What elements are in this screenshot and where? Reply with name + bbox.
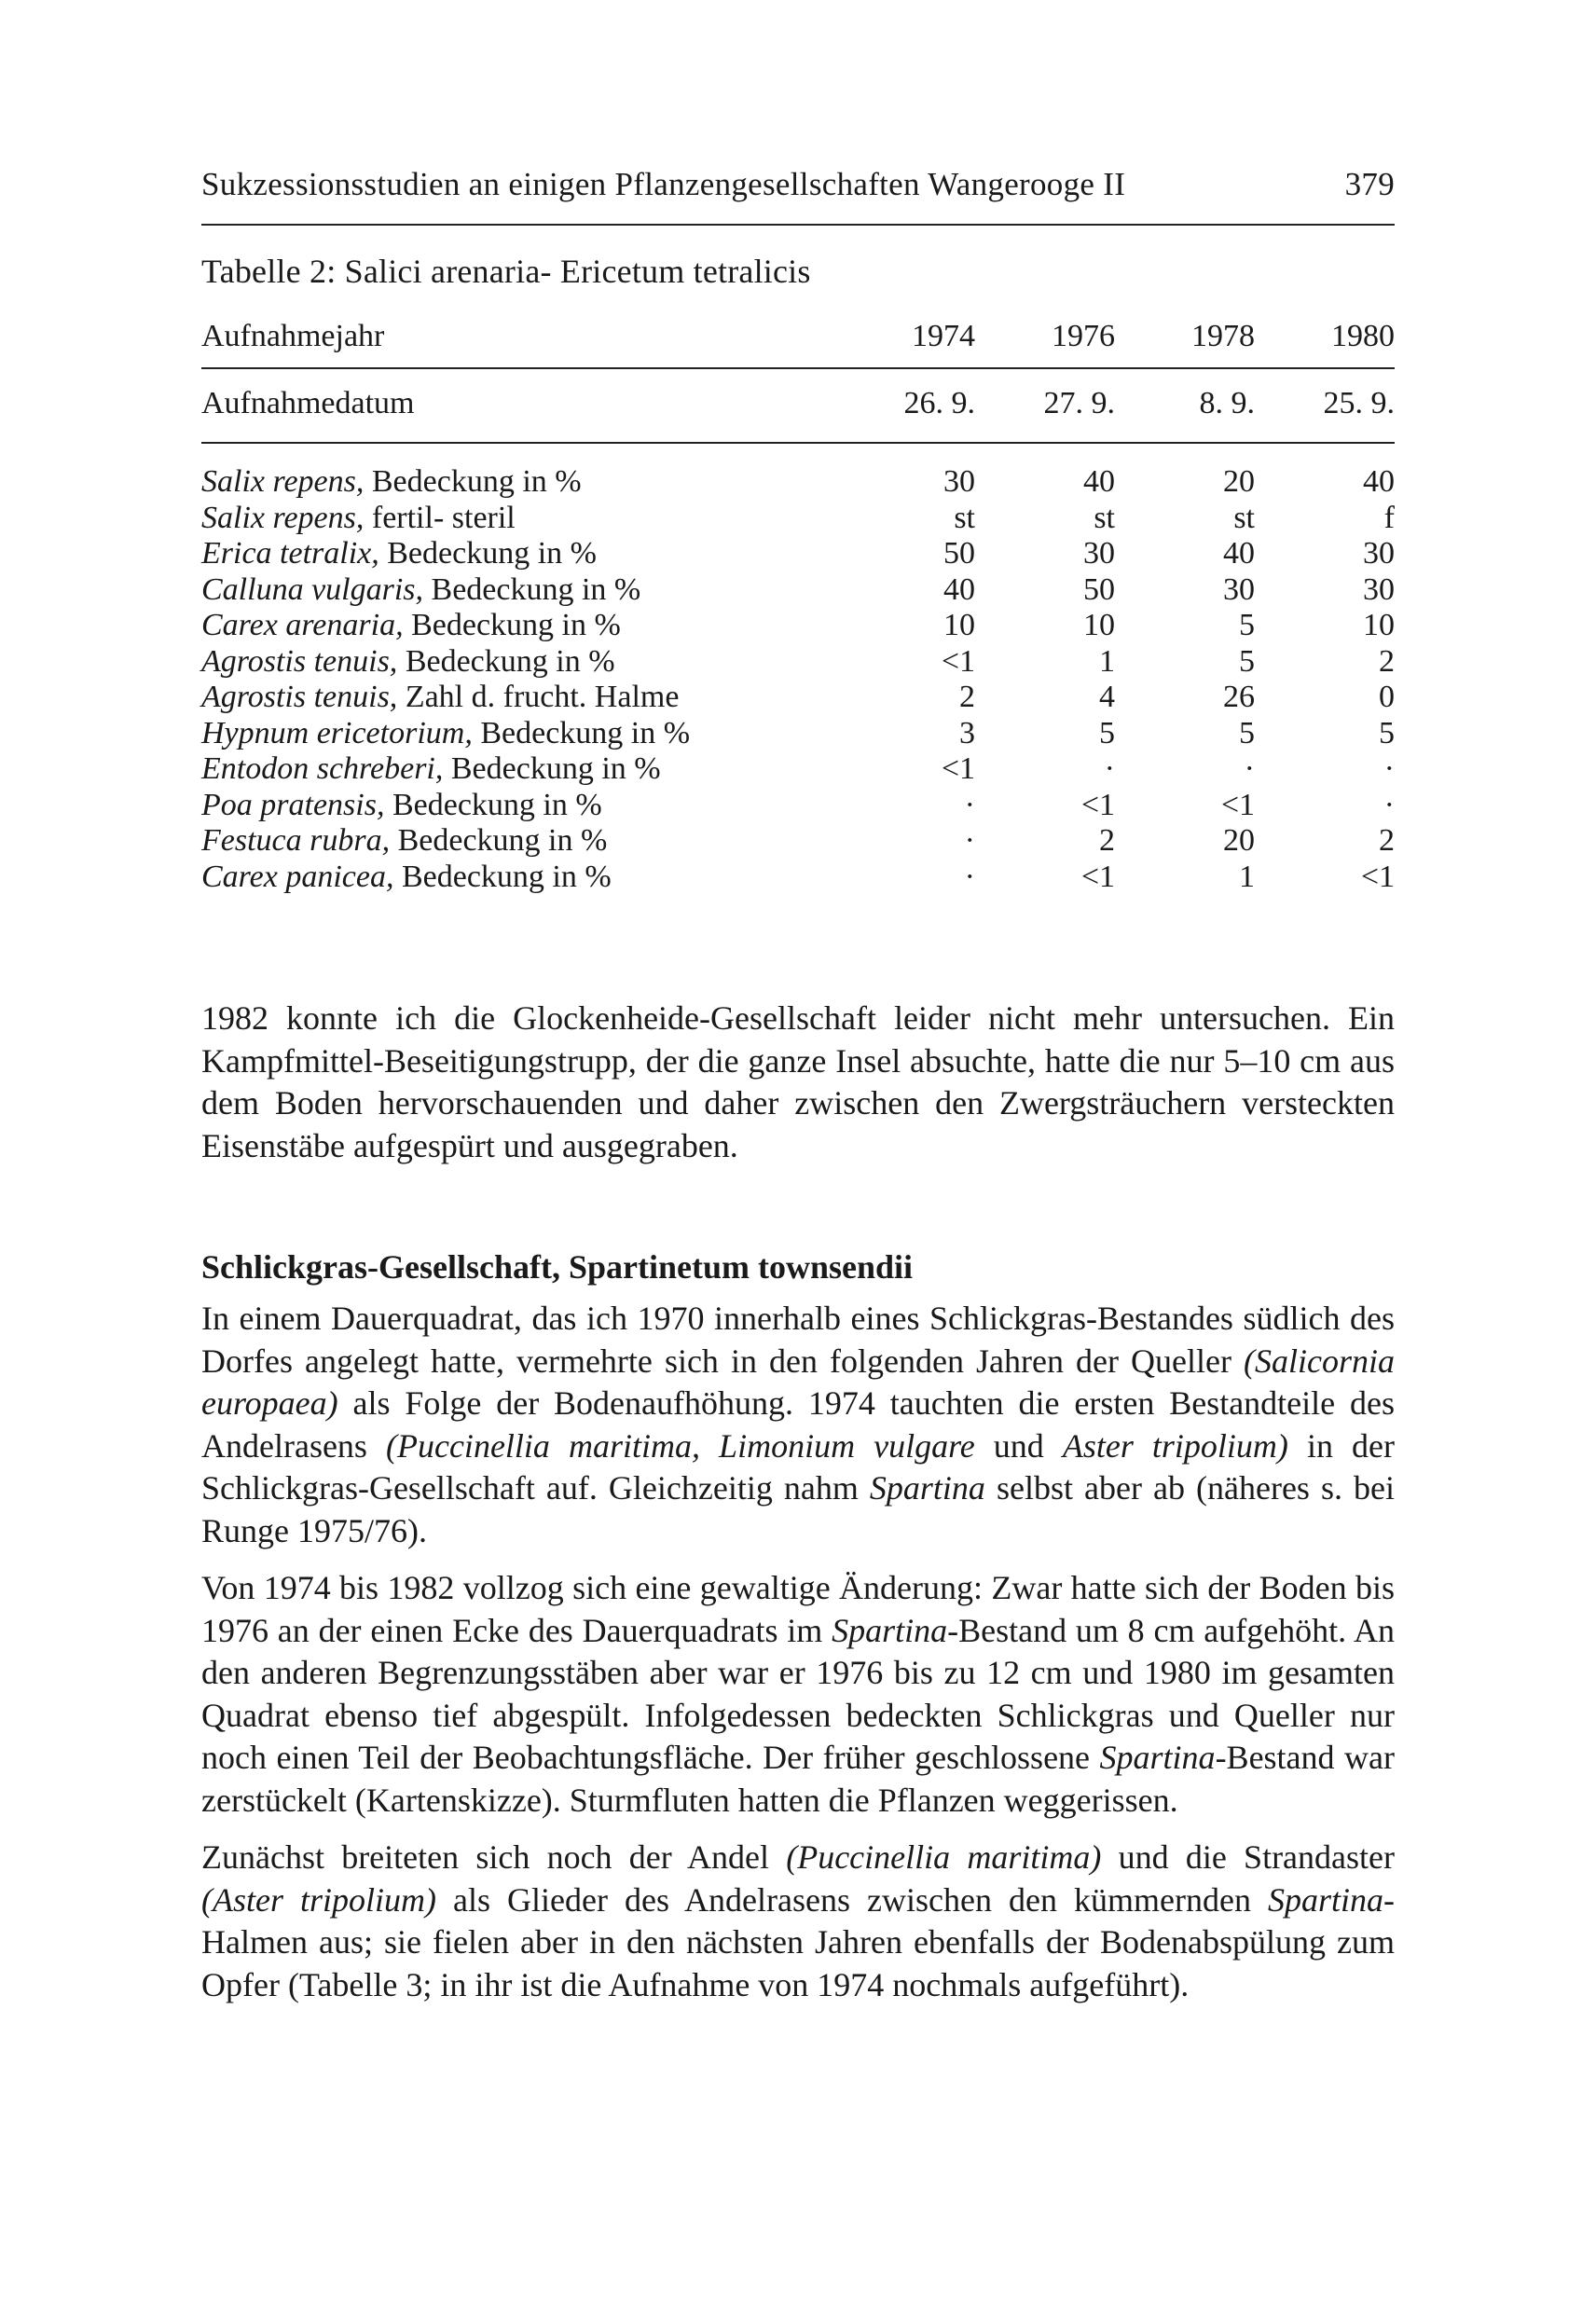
- running-head-title: Sukzessionsstudien an einigen Pflanzengesellschaften Wangerooge II: [201, 166, 1126, 202]
- table-caption: Tabelle 2: Salici arenaria- Ericetum tetralicis: [201, 253, 811, 290]
- value-cell: <1: [1080, 787, 1115, 822]
- year-cell: 1980: [1331, 319, 1395, 353]
- attribute-label: Bedeckung in %: [403, 608, 621, 642]
- value-cell: 0: [1379, 680, 1395, 714]
- table-row: [201, 788, 1395, 824]
- value-cell: st: [954, 500, 975, 535]
- species-table: [201, 464, 1395, 895]
- attribute-label: Bedeckung in %: [390, 823, 608, 858]
- value-cell: 2: [1099, 823, 1115, 858]
- date-cell: 8. 9.: [1199, 386, 1255, 420]
- text-run: in der Schlickgras-Gesellschaft auf. Gleichzeitig nahm: [201, 1426, 1395, 1507]
- value-cell: 1: [1239, 859, 1255, 894]
- table-row: [201, 680, 1395, 716]
- year-label: Aufnahmejahr: [201, 319, 385, 353]
- italic-run: Spartina: [1099, 1739, 1216, 1776]
- value-cell: 20: [1223, 823, 1255, 858]
- italic-run: Spartina: [832, 1611, 948, 1649]
- species-cell: [201, 823, 835, 860]
- species-cell: [201, 608, 835, 644]
- species-cell: [201, 464, 835, 501]
- text-run: -Bestand war zerstückelt (Kartenskizze). Sturmfluten hatten die Pflanzen weggerissen.: [201, 1739, 1396, 1819]
- table-row: [201, 860, 1395, 896]
- text-run: -Bestand um 8 cm aufgehöht. An den anderen Begrenzungsstäben aber war er 1976 bis zu 12 cm und 1980 im gesamten Quadrat ebenso tief abgespült. Infolgedessen bedeckten Schlickgras und Queller nur noch einen Teil der Beobachtungsfläche. Der früher geschlossene: [201, 1611, 1395, 1776]
- text-run: 1982 konnte ich die Glockenheide-Gesellschaft leider nicht mehr untersuchen. Ein Kampfmittel-Beseitigungstrupp, der die ganze Insel absuchte, hatte die nur 5–10 cm aus dem Boden hervorschauenden und daher zwischen den Zwergsträuchern versteckten Eisenstäbe aufgespürt und ausgegraben.: [201, 999, 1395, 1164]
- text-run: als Glieder des Andelrasens zwischen den kümmernden: [436, 1880, 1268, 1919]
- value-cell: st: [1094, 500, 1115, 535]
- value-cell: 10: [943, 608, 975, 642]
- attribute-label: Bedeckung in %: [443, 751, 661, 786]
- table-row: [201, 608, 1395, 644]
- table-row: [201, 644, 1395, 681]
- running-head: [201, 166, 1395, 203]
- attribute-label: Bedeckung in %: [472, 715, 691, 750]
- value-cell: <1: [1360, 859, 1395, 894]
- value-cell: 3: [959, 715, 975, 750]
- table-row: [201, 536, 1395, 572]
- header-rule: [201, 224, 1395, 226]
- species-name: Salix repens,: [201, 500, 365, 535]
- text-run: und die Strandaster: [1101, 1838, 1395, 1876]
- paragraph: [201, 1298, 1395, 1552]
- species-cell: [201, 572, 835, 609]
- species-name: Carex arenaria,: [201, 608, 404, 642]
- italic-run: (Salicornia europaea): [201, 1342, 1395, 1422]
- value-cell: 50: [1083, 571, 1115, 607]
- year-row: [201, 319, 1395, 354]
- table-rule: [201, 442, 1395, 444]
- attribute-label: Bedeckung in %: [423, 571, 641, 607]
- value-cell: 30: [1363, 536, 1395, 571]
- attribute-label: Bedeckung in %: [364, 464, 582, 499]
- species-cell: [201, 680, 835, 716]
- value-cell: ·: [964, 859, 975, 894]
- value-cell: 1: [1099, 643, 1115, 679]
- italic-run: Aster tripolium): [1062, 1426, 1288, 1465]
- italic-run: (Aster tripolium): [201, 1880, 437, 1919]
- value-cell: 20: [1223, 464, 1255, 499]
- italic-run: (Puccinellia maritima, Limonium vulgare: [386, 1426, 975, 1465]
- table-row: [201, 716, 1395, 752]
- species-name: Carex panicea,: [201, 859, 394, 894]
- value-cell: st: [1233, 500, 1255, 535]
- value-cell: <1: [1220, 787, 1255, 822]
- attribute-label: Zahl d. frucht. Halme: [397, 680, 680, 714]
- attribute-label: fertil- steril: [364, 500, 516, 535]
- species-name: Salix repens,: [201, 464, 365, 499]
- text-run: selbst aber ab (näheres s. bei Runge 1975/76).: [201, 1469, 1395, 1549]
- species-name: Erica tetralix,: [201, 536, 379, 571]
- text-run: Zunächst breiteten sich noch der Andel: [201, 1838, 787, 1876]
- date-label: Aufnahmedatum: [201, 386, 415, 420]
- value-cell: 4: [1099, 680, 1115, 714]
- value-cell: 40: [943, 571, 975, 607]
- species-name: Hypnum ericetorium,: [201, 715, 473, 750]
- value-cell: 5: [1099, 715, 1115, 750]
- year-cell: 1978: [1191, 319, 1255, 353]
- species-cell: [201, 860, 835, 896]
- value-cell: 2: [1379, 643, 1395, 679]
- attribute-label: Bedeckung in %: [397, 643, 615, 679]
- section-body: [201, 1298, 1395, 2006]
- italic-run: Spartina: [869, 1469, 985, 1507]
- value-cell: <1: [1080, 859, 1115, 894]
- year-cell: 1974: [912, 319, 975, 353]
- text-run: und: [974, 1426, 1063, 1465]
- section-heading: Schlickgras-Gesellschaft, Spartinetum townsendii: [201, 1248, 914, 1286]
- table-rule: [201, 367, 1395, 369]
- table-row: [201, 751, 1395, 788]
- year-cell: 1976: [1052, 319, 1115, 353]
- paragraph: [201, 1837, 1395, 2006]
- value-cell: 5: [1239, 715, 1255, 750]
- date-cell: 27. 9.: [1043, 386, 1115, 420]
- text-run: Von 1974 bis 1982 vollzog sich eine gewaltige Änderung: Zwar hatte sich der Boden bis 1976 an der einen Ecke des Dauerquadrats im: [201, 1569, 1395, 1649]
- value-cell: 5: [1239, 643, 1255, 679]
- value-cell: ·: [964, 823, 975, 858]
- value-cell: 10: [1363, 608, 1395, 642]
- species-table-body: [201, 464, 1395, 895]
- value-cell: 30: [1223, 571, 1255, 607]
- paragraph-glockenheide: [201, 998, 1395, 1167]
- species-name: Entodon schreberi,: [201, 751, 444, 786]
- attribute-label: Bedeckung in %: [393, 859, 612, 894]
- species-name: Calluna vulgaris,: [201, 571, 424, 607]
- value-cell: ·: [1383, 751, 1395, 786]
- value-cell: ·: [1104, 751, 1115, 786]
- value-cell: 40: [1223, 536, 1255, 571]
- table-row: [201, 823, 1395, 860]
- value-cell: 30: [1083, 536, 1115, 571]
- value-cell: ·: [964, 787, 975, 822]
- value-cell: 2: [959, 680, 975, 714]
- species-cell: [201, 788, 835, 824]
- page-number: 379: [1344, 166, 1395, 202]
- species-cell: [201, 716, 835, 752]
- table-row: [201, 464, 1395, 501]
- value-cell: 2: [1379, 823, 1395, 858]
- text-run: als Folge der Bodenaufhöhung. 1974 tauchten die ersten Bestandteile des Andelrasens: [201, 1384, 1395, 1465]
- value-cell: 10: [1083, 608, 1115, 642]
- paragraph: [201, 1567, 1395, 1822]
- species-cell: [201, 644, 835, 681]
- value-cell: 5: [1379, 715, 1395, 750]
- value-cell: <1: [941, 643, 975, 679]
- value-cell: 50: [943, 536, 975, 571]
- table-row: [201, 501, 1395, 537]
- value-cell: 40: [1363, 464, 1395, 499]
- date-cell: 26. 9.: [903, 386, 975, 420]
- value-cell: 30: [943, 464, 975, 499]
- species-cell: [201, 751, 835, 788]
- value-cell: ·: [1383, 787, 1395, 822]
- species-name: Agrostis tenuis,: [201, 680, 398, 714]
- value-cell: f: [1383, 500, 1395, 535]
- italic-run: (Puccinellia maritima): [786, 1838, 1102, 1876]
- species-cell: [201, 501, 835, 537]
- value-cell: 26: [1223, 680, 1255, 714]
- attribute-label: Bedeckung in %: [384, 787, 602, 822]
- date-row: [201, 386, 1395, 421]
- document-page: [201, 0, 1395, 2312]
- value-cell: <1: [941, 751, 975, 786]
- table-row: [201, 572, 1395, 609]
- species-name: Festuca rubra,: [201, 823, 391, 858]
- value-cell: ·: [1244, 751, 1255, 786]
- value-cell: 5: [1239, 608, 1255, 642]
- attribute-label: Bedeckung in %: [378, 536, 597, 571]
- value-cell: 40: [1083, 464, 1115, 499]
- text-run: In einem Dauerquadrat, das ich 1970 innerhalb eines Schlickgras-Bestandes südlich des Dorfes angelegt hatte, vermehrte sich in den folgenden Jahren der Queller: [201, 1300, 1395, 1380]
- date-cell: 25. 9.: [1323, 386, 1395, 420]
- italic-run: Spartina: [1267, 1880, 1383, 1919]
- value-cell: 30: [1363, 571, 1395, 607]
- species-name: Poa pratensis,: [201, 787, 385, 822]
- text-run: -Halmen aus; sie fielen aber in den nächsten Jahren ebenfalls der Bodenabspülung zum Opfer (Tabelle 3; in ihr ist die Aufnahme von 1974 nochmals aufgeführt).: [201, 1880, 1395, 2003]
- species-cell: [201, 536, 835, 572]
- paragraph: [201, 998, 1395, 1167]
- species-name: Agrostis tenuis,: [201, 643, 398, 679]
